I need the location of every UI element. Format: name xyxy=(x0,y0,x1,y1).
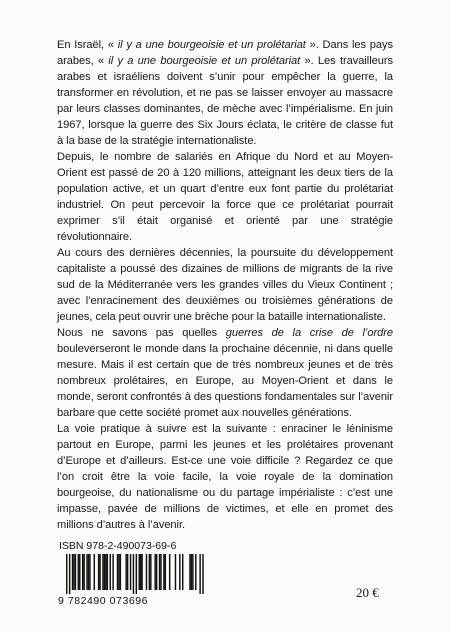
paragraph xyxy=(57,37,393,149)
barcode-bar xyxy=(169,554,170,590)
barcode-digits: 9 782490 073696 xyxy=(58,595,148,607)
barcode-bar xyxy=(94,554,95,590)
barcode-bar xyxy=(140,554,141,590)
barcode-bar xyxy=(136,554,137,594)
barcode-bar xyxy=(165,554,166,590)
isbn-label: ISBN 978-2-490073-69-6 xyxy=(59,540,177,552)
text-segment: bouleverseront le monde dans la prochaine décennie, ni dans quelle mesure. Mais il est certain que de très nombreux jeunes et de très nombreux prolétaires, en Europe, au Moyen-Orient et dans le monde, seront confrontés à des questions fondamentales sur l’avenir barbare que cette société promet aux nouvelles générations. xyxy=(57,343,393,419)
paragraph xyxy=(57,325,393,421)
barcode-bar xyxy=(159,554,160,590)
barcode-bar xyxy=(72,554,73,590)
barcode-bar xyxy=(133,554,134,594)
barcode-bar xyxy=(192,554,193,590)
paragraph xyxy=(57,421,393,533)
barcode-image xyxy=(58,554,226,594)
italic-quote: il y a une bourgeoisie et un prolétariat xyxy=(108,55,301,67)
text-segment: Au cours des dernières décennies, la poursuite du développement capitaliste a poussé des dizaines de millions de migrants de la rive sud de la Méditerranée vers les grandes villes du Vieux Continent ; avec l’enracinement des deuxièmes ou troisièmes générations de jeunes, cela peut ouvrir une brèche pour la bataille internationaliste. xyxy=(57,247,393,323)
italic-quote: guerres de la crise de l’ordre xyxy=(225,327,393,339)
barcode-bar xyxy=(99,554,100,590)
barcode-bar xyxy=(189,554,190,590)
barcode-bar xyxy=(75,554,76,590)
barcode-bar xyxy=(199,554,200,594)
barcode-bar xyxy=(179,554,180,590)
barcode-bar xyxy=(66,554,67,594)
barcode-bar xyxy=(139,554,140,590)
paragraph xyxy=(57,245,393,325)
barcode-bar xyxy=(104,554,105,590)
barcode-bar xyxy=(195,554,196,590)
barcode-bar xyxy=(112,554,113,590)
barcode-bar xyxy=(118,554,119,590)
text-segment: La voie pratique à suivre est la suivante : enraciner le léninisme partout en Europe, parmi les jeunes et les prolétaires provenant d’Europe et d’ailleurs. Est-ce une voie difficile ? Regardez ce que l’on croit être la voie facile, la voie royale de la domination bourgeoise, du nationalisme ou du partage impérialiste : c’est une impasse, pavée de millions de victimes, et elle en promet des millions d’autres à l’avenir. xyxy=(57,423,393,531)
barcode-bar xyxy=(110,554,111,590)
barcode-bar xyxy=(105,554,106,590)
barcode-bar xyxy=(69,554,70,594)
barcode-bar xyxy=(79,554,80,590)
text-segment: ». Dans les pays arabes, « xyxy=(57,39,393,67)
barcode-bar xyxy=(78,554,79,590)
barcode-bar xyxy=(125,554,126,590)
barcode-bar xyxy=(98,554,99,590)
barcode-bar xyxy=(175,554,176,590)
barcode-bar xyxy=(141,554,142,590)
barcode-bar xyxy=(191,554,192,590)
barcode-bar xyxy=(150,554,151,590)
text-segment: ». Les travailleurs arabes et israéliens doivent s’unir pour empêcher la guerre, la transformer en révolution, et ne pas se laisser envoyer au massacre par leurs classes dominantes, de mèche avec l’impérialisme. En juin 1967, lorsque la guerre des Six Jours éclata, le critère de classe fut à la base de la stratégie internationaliste. xyxy=(57,55,393,147)
text-segment: En Israël, « xyxy=(57,39,118,51)
italic-quote: il y a une bourgeoisie et un prolétariat xyxy=(117,39,306,51)
price-label: 20 € xyxy=(356,585,379,600)
barcode-bar xyxy=(102,554,103,590)
barcode-bar xyxy=(88,554,89,590)
barcode-bar xyxy=(120,554,121,590)
text-segment: Depuis, le nombre de salariés en Afrique du Nord et au Moyen-Orient est passé de 20 à 120 millions, atteignant les deux tiers de la population active, et un quart d’entre eux font partie du prolétariat industriel. On peut percevoir la force que ce prolétariat pourrait exprimer s’il était organisé et orienté par une stratégie révolutionnaire. xyxy=(57,151,393,243)
barcode-bar xyxy=(82,554,83,590)
barcode-bar xyxy=(149,554,150,590)
barcode-bar xyxy=(83,554,84,590)
barcode-bar xyxy=(89,554,90,590)
barcode-bar xyxy=(160,554,161,590)
barcode-bar xyxy=(107,554,108,590)
barcode-area xyxy=(58,540,228,610)
back-cover-text xyxy=(57,37,393,533)
barcode-bar xyxy=(156,554,157,590)
barcode-bar xyxy=(130,554,131,590)
barcode-bar xyxy=(182,554,183,590)
text-segment: Nous ne savons pas quelles xyxy=(57,327,226,339)
barcode-bar xyxy=(86,554,87,590)
paragraph xyxy=(57,149,393,245)
barcode-bar xyxy=(127,554,128,590)
barcode-bar xyxy=(163,554,164,590)
barcode-bar xyxy=(146,554,147,590)
barcode-bar xyxy=(117,554,118,590)
barcode-bar xyxy=(154,554,155,590)
barcode-bar xyxy=(202,554,203,594)
barcode-bar xyxy=(73,554,74,590)
